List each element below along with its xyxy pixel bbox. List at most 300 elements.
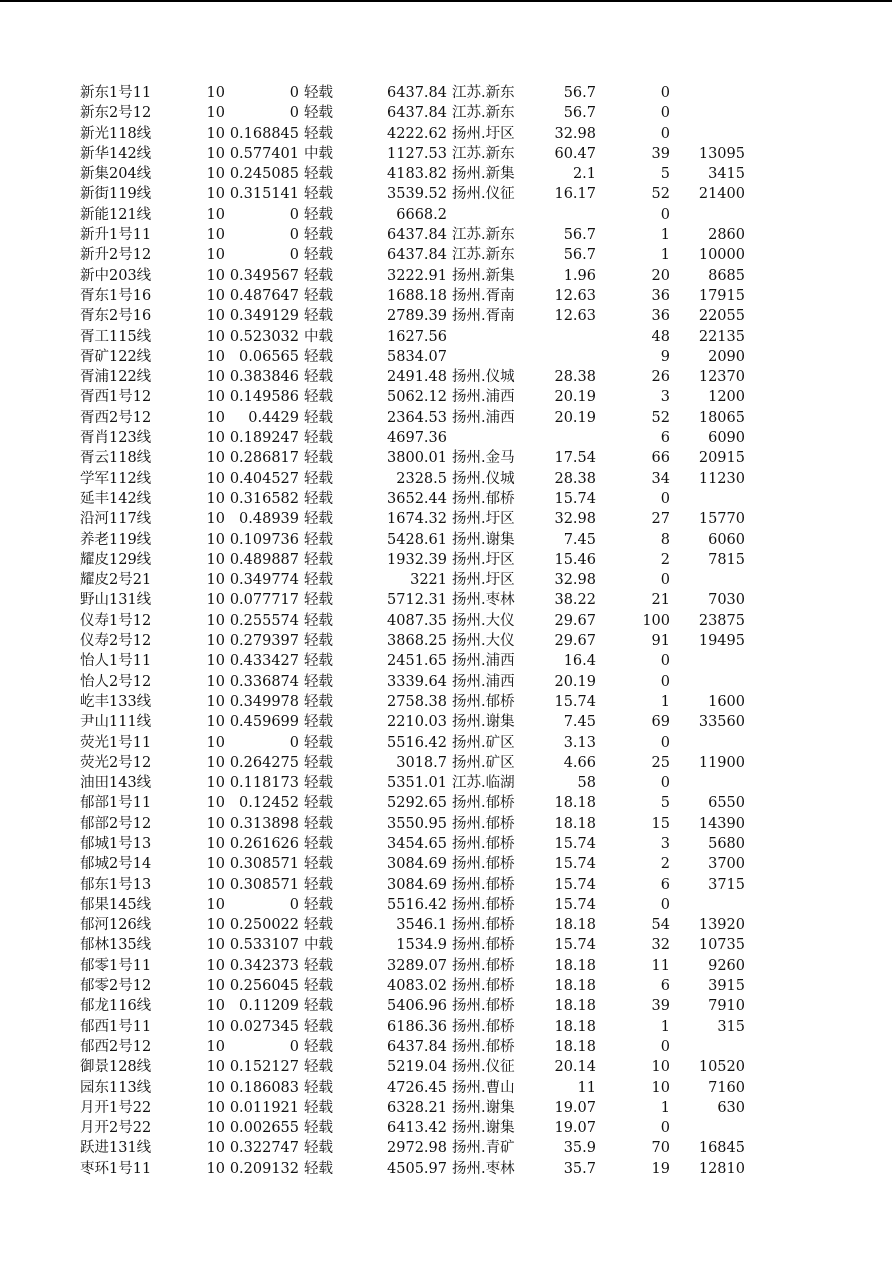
- line-name-cell: 胥工115线: [80, 328, 152, 345]
- capacity-cell: 4083.02: [387, 978, 447, 995]
- line-name-cell: 新集204线: [80, 166, 152, 183]
- table-row: [0, 935, 892, 955]
- area-cell: 扬州.大仪: [452, 612, 515, 629]
- area-cell: 扬州.仪城: [452, 369, 515, 386]
- value-cell: 15.74: [554, 856, 596, 873]
- value-cell: 18.18: [554, 815, 596, 832]
- capacity-cell: 6437.84: [387, 85, 447, 101]
- voltage-cell: 10: [206, 1160, 225, 1177]
- amount-cell: 3700: [708, 856, 745, 873]
- table-row: [0, 327, 892, 347]
- value-cell: 7.45: [563, 531, 596, 548]
- table-row: [0, 184, 892, 204]
- voltage-cell: 10: [206, 227, 225, 244]
- line-name-cell: 油田143线: [80, 775, 152, 792]
- amount-cell: 7815: [708, 551, 745, 568]
- table-row: [0, 347, 892, 367]
- value-cell: 12.63: [554, 308, 596, 325]
- line-name-cell: 郁西2号12: [80, 1038, 152, 1055]
- table-row: [0, 733, 892, 753]
- table-row: [0, 286, 892, 306]
- capacity-cell: 5219.04: [387, 1059, 447, 1076]
- load-level-cell: 轻载: [304, 1059, 333, 1076]
- voltage-cell: 10: [206, 287, 225, 304]
- line-name-cell: 荧光2号12: [80, 754, 152, 771]
- voltage-cell: 10: [206, 592, 225, 609]
- line-name-cell: 延丰142线: [80, 490, 152, 507]
- table-row: [0, 1037, 892, 1057]
- area-cell: 扬州.谢集: [452, 1099, 515, 1116]
- area-cell: 扬州.大仪: [452, 633, 515, 650]
- load-level-cell: 轻载: [304, 85, 333, 101]
- load-rate-cell: 0.077717: [229, 592, 299, 609]
- value-cell: 2.1: [572, 166, 596, 183]
- load-level-cell: 轻载: [304, 287, 333, 304]
- amount-cell: 14390: [698, 815, 745, 832]
- value-cell: 38.22: [554, 592, 596, 609]
- load-rate-cell: 0.459699: [229, 714, 299, 731]
- load-level-cell: 轻载: [304, 815, 333, 832]
- capacity-cell: 5406.96: [387, 998, 447, 1015]
- count-cell: 0: [660, 105, 670, 122]
- value-cell: 56.7: [563, 105, 596, 122]
- table-row: [0, 469, 892, 489]
- voltage-cell: 10: [206, 775, 225, 792]
- value-cell: 58: [577, 775, 596, 792]
- load-rate-cell: 0: [289, 105, 299, 122]
- capacity-cell: 1688.18: [387, 287, 447, 304]
- load-level-cell: 轻载: [304, 592, 333, 609]
- load-level-cell: 轻载: [304, 775, 333, 792]
- voltage-cell: 10: [206, 1099, 225, 1116]
- line-name-cell: 郁城1号13: [80, 835, 152, 852]
- table-row: [0, 408, 892, 428]
- count-cell: 0: [660, 896, 670, 913]
- capacity-cell: 4726.45: [387, 1079, 447, 1096]
- area-cell: 扬州.圩区: [452, 125, 515, 142]
- amount-cell: 7160: [708, 1079, 745, 1096]
- area-cell: 扬州.青矿: [452, 1140, 515, 1157]
- table-row: [0, 1017, 892, 1037]
- voltage-cell: 10: [206, 470, 225, 487]
- amount-cell: 19495: [698, 633, 745, 650]
- amount-cell: 15770: [698, 511, 745, 528]
- line-name-cell: 新东2号12: [80, 105, 152, 122]
- voltage-cell: 10: [206, 693, 225, 710]
- area-cell: 扬州.郁桥: [452, 917, 515, 934]
- amount-cell: 10520: [698, 1059, 745, 1076]
- capacity-cell: 3289.07: [387, 957, 447, 974]
- load-level-cell: 轻载: [304, 693, 333, 710]
- load-level-cell: 轻载: [304, 348, 333, 365]
- capacity-cell: 5428.61: [387, 531, 447, 548]
- load-rate-cell: 0.152127: [229, 1059, 299, 1076]
- load-rate-cell: 0.322747: [229, 1140, 299, 1157]
- voltage-cell: 10: [206, 815, 225, 832]
- table-row: [0, 631, 892, 651]
- capacity-cell: 6328.21: [387, 1099, 447, 1116]
- value-cell: 35.7: [563, 1160, 596, 1177]
- capacity-cell: 4697.36: [387, 430, 447, 447]
- line-name-cell: 新光118线: [80, 125, 152, 142]
- count-cell: 91: [651, 633, 670, 650]
- value-cell: 4.66: [563, 754, 596, 771]
- count-cell: 39: [651, 145, 670, 162]
- amount-cell: 315: [717, 1018, 745, 1035]
- line-name-cell: 仪寿1号12: [80, 612, 152, 629]
- count-cell: 3: [660, 835, 670, 852]
- area-cell: 江苏.新东: [452, 105, 515, 122]
- load-rate-cell: 0.12452: [239, 795, 299, 812]
- amount-cell: 7030: [708, 592, 745, 609]
- line-name-cell: 郁龙116线: [80, 998, 152, 1015]
- load-level-cell: 轻载: [304, 1160, 333, 1177]
- capacity-cell: 1127.53: [387, 145, 447, 162]
- load-rate-cell: 0.308571: [229, 856, 299, 873]
- table-row: [0, 875, 892, 895]
- line-name-cell: 胥肖123线: [80, 430, 152, 447]
- value-cell: 29.67: [554, 633, 596, 650]
- load-level-cell: 轻载: [304, 247, 333, 264]
- area-cell: 江苏.临湖: [452, 775, 515, 792]
- value-cell: 20.14: [554, 1059, 596, 1076]
- amount-cell: 2090: [708, 348, 745, 365]
- voltage-cell: 10: [206, 795, 225, 812]
- area-cell: 扬州.圩区: [452, 551, 515, 568]
- value-cell: 15.74: [554, 490, 596, 507]
- line-name-cell: 跃进131线: [80, 1140, 152, 1157]
- line-name-cell: 新东1号11: [80, 85, 152, 101]
- load-level-cell: 轻载: [304, 856, 333, 873]
- voltage-cell: 10: [206, 612, 225, 629]
- count-cell: 39: [651, 998, 670, 1015]
- table-row: [0, 611, 892, 631]
- amount-cell: 20915: [698, 450, 745, 467]
- value-cell: 1.96: [563, 267, 596, 284]
- value-cell: 15.74: [554, 835, 596, 852]
- table-row: [0, 367, 892, 387]
- line-name-cell: 新中203线: [80, 267, 152, 284]
- table-row: [0, 205, 892, 225]
- load-rate-cell: 0.168845: [229, 125, 299, 142]
- value-cell: 18.18: [554, 1038, 596, 1055]
- voltage-cell: 10: [206, 734, 225, 751]
- load-level-cell: 轻载: [304, 105, 333, 122]
- count-cell: 11: [651, 957, 670, 974]
- amount-cell: 3415: [708, 166, 745, 183]
- count-cell: 52: [651, 186, 670, 203]
- capacity-cell: 3539.52: [387, 186, 447, 203]
- amount-cell: 5680: [708, 835, 745, 852]
- area-cell: 扬州.浦西: [452, 673, 515, 690]
- voltage-cell: 10: [206, 917, 225, 934]
- line-name-cell: 沿河117线: [80, 511, 152, 528]
- area-cell: 扬州.郁桥: [452, 693, 515, 710]
- load-rate-cell: 0: [289, 1038, 299, 1055]
- voltage-cell: 10: [206, 450, 225, 467]
- value-cell: 18.18: [554, 978, 596, 995]
- load-rate-cell: 0.349774: [229, 572, 299, 589]
- line-name-cell: 胥东1号16: [80, 287, 152, 304]
- table-row: [0, 1159, 892, 1179]
- load-rate-cell: 0: [289, 896, 299, 913]
- line-name-cell: 园东113线: [80, 1079, 152, 1096]
- voltage-cell: 10: [206, 1018, 225, 1035]
- area-cell: 扬州.郁桥: [452, 998, 515, 1015]
- line-name-cell: 月开2号22: [80, 1120, 152, 1137]
- capacity-cell: 5292.65: [387, 795, 447, 812]
- table-row: [0, 144, 892, 164]
- line-name-cell: 仪寿2号12: [80, 633, 152, 650]
- area-cell: 扬州.枣林: [452, 592, 515, 609]
- area-cell: 江苏.新东: [452, 247, 515, 264]
- load-level-cell: 轻载: [304, 876, 333, 893]
- count-cell: 10: [651, 1079, 670, 1096]
- capacity-cell: 2972.98: [387, 1140, 447, 1157]
- table-row: [0, 225, 892, 245]
- voltage-cell: 10: [206, 998, 225, 1015]
- count-cell: 5: [660, 795, 670, 812]
- voltage-cell: 10: [206, 409, 225, 426]
- table-row: [0, 956, 892, 976]
- capacity-cell: 2789.39: [387, 308, 447, 325]
- area-cell: 扬州.谢集: [452, 531, 515, 548]
- line-name-cell: 郁部2号12: [80, 815, 152, 832]
- amount-cell: 8685: [708, 267, 745, 284]
- value-cell: 60.47: [554, 145, 596, 162]
- value-cell: 29.67: [554, 612, 596, 629]
- load-rate-cell: 0.342373: [229, 957, 299, 974]
- value-cell: 28.38: [554, 369, 596, 386]
- load-rate-cell: 0.336874: [229, 673, 299, 690]
- table-row: [0, 651, 892, 671]
- area-cell: 扬州.浦西: [452, 653, 515, 670]
- table-row: [0, 753, 892, 773]
- count-cell: 0: [660, 734, 670, 751]
- line-name-cell: 胥西2号12: [80, 409, 152, 426]
- load-rate-cell: 0.489887: [229, 551, 299, 568]
- count-cell: 0: [660, 490, 670, 507]
- top-border-line: [0, 0, 892, 2]
- count-cell: 9: [660, 348, 670, 365]
- load-rate-cell: 0.349129: [229, 308, 299, 325]
- line-name-cell: 御景128线: [80, 1059, 152, 1076]
- capacity-cell: 3868.25: [387, 633, 447, 650]
- line-name-cell: 新升2号12: [80, 247, 152, 264]
- value-cell: 11: [577, 1079, 596, 1096]
- line-name-cell: 胥东2号16: [80, 308, 152, 325]
- voltage-cell: 10: [206, 714, 225, 731]
- load-rate-cell: 0.533107: [229, 937, 299, 954]
- voltage-cell: 10: [206, 1120, 225, 1137]
- load-rate-cell: 0.316582: [229, 490, 299, 507]
- area-cell: 扬州.郁桥: [452, 835, 515, 852]
- load-rate-cell: 0.433427: [229, 653, 299, 670]
- voltage-cell: 10: [206, 957, 225, 974]
- count-cell: 3: [660, 389, 670, 406]
- voltage-cell: 10: [206, 1140, 225, 1157]
- value-cell: 19.07: [554, 1120, 596, 1137]
- load-rate-cell: 0.11209: [239, 998, 299, 1015]
- load-rate-cell: 0.315141: [229, 186, 299, 203]
- load-level-cell: 轻载: [304, 612, 333, 629]
- amount-cell: 10735: [698, 937, 745, 954]
- load-rate-cell: 0: [289, 247, 299, 264]
- value-cell: 28.38: [554, 470, 596, 487]
- count-cell: 0: [660, 206, 670, 223]
- count-cell: 0: [660, 85, 670, 101]
- capacity-cell: 3084.69: [387, 856, 447, 873]
- line-name-cell: 胥浦122线: [80, 369, 152, 386]
- load-level-cell: 中载: [304, 328, 333, 345]
- load-rate-cell: 0.383846: [229, 369, 299, 386]
- value-cell: 18.18: [554, 917, 596, 934]
- load-rate-cell: 0.404527: [229, 470, 299, 487]
- value-cell: 20.19: [554, 409, 596, 426]
- amount-cell: 3915: [708, 978, 745, 995]
- amount-cell: 23875: [698, 612, 745, 629]
- voltage-cell: 10: [206, 490, 225, 507]
- voltage-cell: 10: [206, 166, 225, 183]
- load-rate-cell: 0: [289, 734, 299, 751]
- amount-cell: 7910: [708, 998, 745, 1015]
- load-level-cell: 轻载: [304, 308, 333, 325]
- count-cell: 1: [660, 1099, 670, 1116]
- load-rate-cell: 0.250022: [229, 917, 299, 934]
- capacity-cell: 3454.65: [387, 835, 447, 852]
- line-name-cell: 屹丰133线: [80, 693, 152, 710]
- count-cell: 19: [651, 1160, 670, 1177]
- area-cell: 扬州.矿区: [452, 754, 515, 771]
- area-cell: 扬州.郁桥: [452, 856, 515, 873]
- count-cell: 21: [651, 592, 670, 609]
- table-row: [0, 1078, 892, 1098]
- line-name-cell: 郁部1号11: [80, 795, 152, 812]
- table-row: [0, 489, 892, 509]
- voltage-cell: 10: [206, 247, 225, 264]
- value-cell: 56.7: [563, 247, 596, 264]
- capacity-cell: 6437.84: [387, 247, 447, 264]
- load-rate-cell: 0.286817: [229, 450, 299, 467]
- capacity-cell: 3546.1: [396, 917, 447, 934]
- load-rate-cell: 0.261626: [229, 835, 299, 852]
- capacity-cell: 6437.84: [387, 1038, 447, 1055]
- amount-cell: 11230: [698, 470, 745, 487]
- count-cell: 0: [660, 1038, 670, 1055]
- load-level-cell: 轻载: [304, 430, 333, 447]
- amount-cell: 9260: [708, 957, 745, 974]
- area-cell: 扬州.郁桥: [452, 490, 515, 507]
- area-cell: 扬州.浦西: [452, 389, 515, 406]
- capacity-cell: 3339.64: [387, 673, 447, 690]
- area-cell: 扬州.郁桥: [452, 795, 515, 812]
- table-row: [0, 793, 892, 813]
- area-cell: 扬州.枣林: [452, 1160, 515, 1177]
- value-cell: 32.98: [554, 511, 596, 528]
- load-level-cell: 轻载: [304, 1120, 333, 1137]
- voltage-cell: 10: [206, 430, 225, 447]
- load-rate-cell: 0.245085: [229, 166, 299, 183]
- load-rate-cell: 0.313898: [229, 815, 299, 832]
- load-level-cell: 轻载: [304, 1038, 333, 1055]
- load-rate-cell: 0.011921: [229, 1099, 299, 1116]
- table-row: [0, 854, 892, 874]
- area-cell: 扬州.郁桥: [452, 876, 515, 893]
- load-level-cell: 轻载: [304, 267, 333, 284]
- count-cell: 5: [660, 166, 670, 183]
- voltage-cell: 10: [206, 978, 225, 995]
- voltage-cell: 10: [206, 511, 225, 528]
- capacity-cell: 5516.42: [387, 734, 447, 751]
- capacity-cell: 3084.69: [387, 876, 447, 893]
- line-name-cell: 耀皮129线: [80, 551, 152, 568]
- table-row: [0, 672, 892, 692]
- area-cell: 扬州.矿区: [452, 734, 515, 751]
- load-level-cell: 轻载: [304, 470, 333, 487]
- capacity-cell: 1932.39: [387, 551, 447, 568]
- table-row: [0, 103, 892, 123]
- count-cell: 8: [660, 531, 670, 548]
- count-cell: 54: [651, 917, 670, 934]
- voltage-cell: 10: [206, 876, 225, 893]
- amount-cell: 6090: [708, 430, 745, 447]
- count-cell: 52: [651, 409, 670, 426]
- area-cell: 江苏.新东: [452, 85, 515, 101]
- capacity-cell: 3800.01: [387, 450, 447, 467]
- load-level-cell: 轻载: [304, 754, 333, 771]
- count-cell: 100: [642, 612, 670, 629]
- value-cell: 56.7: [563, 85, 596, 101]
- line-name-cell: 新街119线: [80, 186, 152, 203]
- capacity-cell: 3222.91: [387, 267, 447, 284]
- table-row: [0, 814, 892, 834]
- amount-cell: 13920: [698, 917, 745, 934]
- amount-cell: 1200: [708, 389, 745, 406]
- capacity-cell: 2491.48: [387, 369, 447, 386]
- load-level-cell: 轻载: [304, 551, 333, 568]
- area-cell: 扬州.郁桥: [452, 896, 515, 913]
- area-cell: 扬州.郁桥: [452, 1018, 515, 1035]
- table-row: [0, 570, 892, 590]
- line-name-cell: 怡人1号11: [80, 653, 152, 670]
- table-row: [0, 1098, 892, 1118]
- line-name-cell: 郁零2号12: [80, 978, 152, 995]
- load-rate-cell: 0: [289, 227, 299, 244]
- capacity-cell: 5351.01: [387, 775, 447, 792]
- voltage-cell: 10: [206, 328, 225, 345]
- count-cell: 15: [651, 815, 670, 832]
- load-level-cell: 中载: [304, 937, 333, 954]
- capacity-cell: 5712.31: [387, 592, 447, 609]
- count-cell: 66: [651, 450, 670, 467]
- capacity-cell: 1534.9: [396, 937, 447, 954]
- count-cell: 32: [651, 937, 670, 954]
- voltage-cell: 10: [206, 348, 225, 365]
- load-level-cell: 轻载: [304, 490, 333, 507]
- value-cell: 15.74: [554, 896, 596, 913]
- value-cell: 7.45: [563, 714, 596, 731]
- count-cell: 0: [660, 1120, 670, 1137]
- line-name-cell: 养老119线: [80, 531, 152, 548]
- load-rate-cell: 0.279397: [229, 633, 299, 650]
- capacity-cell: 6437.84: [387, 105, 447, 122]
- load-rate-cell: 0.209132: [229, 1160, 299, 1177]
- count-cell: 6: [660, 876, 670, 893]
- table-row: [0, 124, 892, 144]
- voltage-cell: 10: [206, 1079, 225, 1096]
- load-level-cell: 轻载: [304, 795, 333, 812]
- load-rate-cell: 0.186083: [229, 1079, 299, 1096]
